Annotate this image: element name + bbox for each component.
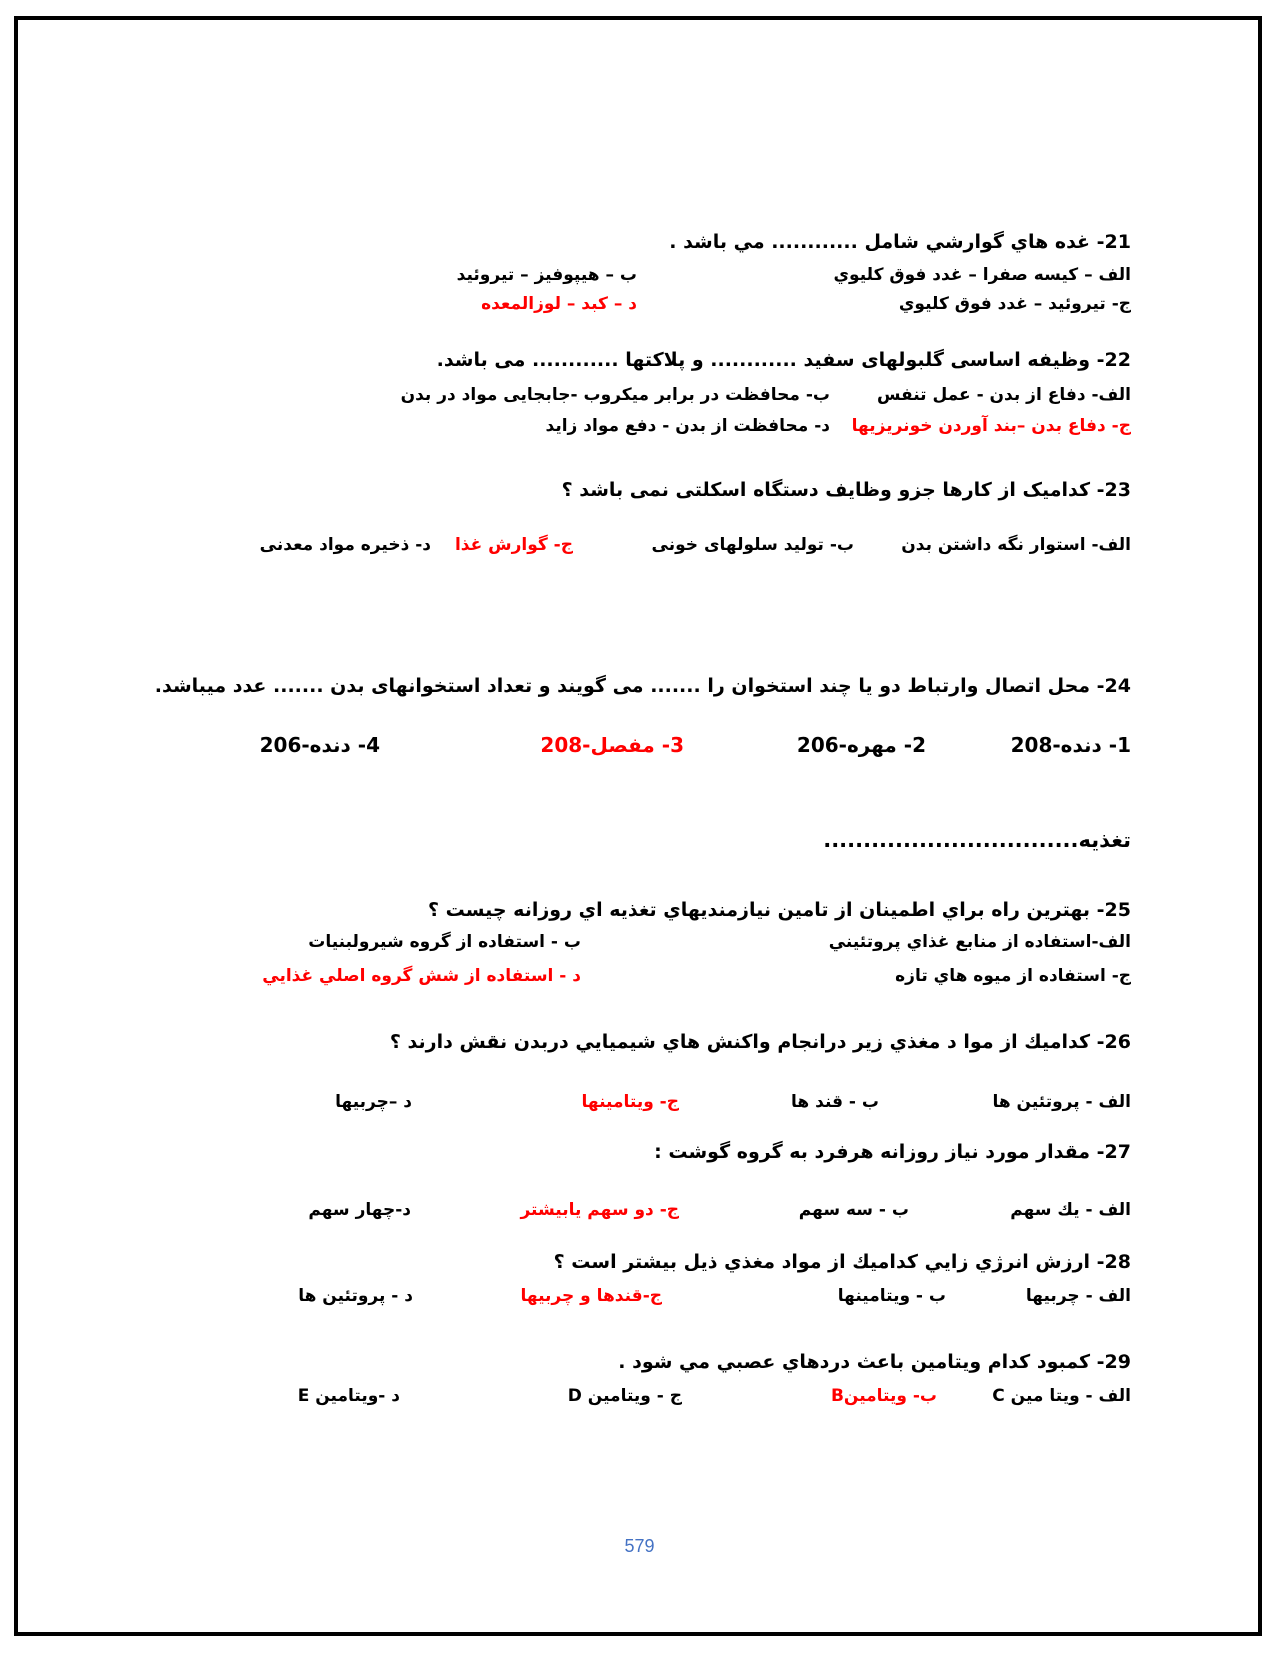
q26-option-b: ب - قند ها — [791, 1092, 879, 1112]
q24-option-4: 4- دنده-206 — [259, 733, 380, 757]
q26-option-d: د –چربيها — [335, 1092, 412, 1112]
q26-option-a: الف - پروتئين ها — [992, 1092, 1131, 1112]
question-23: 23- کدامیک از کارها جزو وظایف دستگاه اسکلتی نمی باشد ؟ — [561, 479, 1131, 501]
q23-option-b: ب- تولید سلولهای خونی — [651, 535, 854, 555]
q22-option-c: ج- دفاع بدن –بند آوردن خونریزیها — [851, 416, 1131, 436]
q24-option-3: 3- مفصل-208 — [540, 733, 684, 757]
q28-option-a: الف - چربيها — [1025, 1286, 1131, 1306]
q28-option-d: د - پروتئين ها — [298, 1286, 413, 1306]
q27-option-b: ب - سه سهم — [798, 1200, 909, 1220]
question-22: 22- وظیفه اساسی گلبولهای سفید ............ و پلاکتها ............ می باشد. — [436, 349, 1131, 371]
q22-option-d: د- محافظت از بدن - دفع مواد زاید — [545, 416, 830, 436]
q21-option-a: الف – كيسه صفرا – غدد فوق كليوي — [833, 265, 1131, 285]
q25-option-d: د - استفاده از شش گروه اصلي غذايي — [262, 966, 581, 986]
q28-option-c: ج-قندها و چربيها — [520, 1286, 662, 1306]
q25-option-a: الف-استفاده از منابع غذاي پروتئيني — [828, 932, 1131, 952]
section-heading-nutrition: تغذیه................................ — [823, 828, 1131, 852]
q23-option-d: د- ذخیره مواد معدنی — [259, 535, 431, 555]
q21-option-b: ب – هيپوفيز – تيروئيد — [456, 265, 637, 285]
question-28: 28- ارزش انرژي زايي كداميك از مواد مغذي ذيل بيشتر است ؟ — [553, 1251, 1131, 1273]
q24-option-2: 2- مهره-206 — [796, 733, 926, 757]
q29-option-b: ب- ويتامينB — [830, 1386, 937, 1406]
q21-option-d: د – كبد – لوزالمعده — [481, 294, 637, 314]
q27-option-c: ج- دو سهم يابيشتر — [520, 1200, 679, 1220]
question-21: 21- غده هاي گوارشي شامل ............ مي باشد . — [669, 231, 1131, 253]
q23-option-a: الف- استوار نگه داشتن بدن — [901, 535, 1131, 555]
q29-option-d: د -ويتامين E — [297, 1386, 400, 1406]
page-number: 579 — [624, 1536, 655, 1556]
q21-option-c: ج- تيروئيد – غدد فوق كليوي — [898, 294, 1131, 314]
q29-option-c: ج - ويتامين D — [567, 1386, 682, 1406]
q23-option-c: ج- گوارش غذا — [454, 535, 573, 555]
q28-option-b: ب - ويتامينها — [837, 1286, 946, 1306]
q29-option-a: الف - ويتا مين C — [992, 1386, 1131, 1406]
question-29: 29- كمبود كدام ويتامين باعث دردهاي عصبي مي شود . — [618, 1351, 1131, 1373]
q25-option-b: ب - استفاده از گروه شيرولبنيات — [308, 932, 581, 952]
q26-option-c: ج- ويتامينها — [581, 1092, 679, 1112]
question-27: 27- مقدار مورد نياز روزانه هرفرد به گروه گوشت : — [654, 1141, 1131, 1163]
question-25: 25- بهترين راه براي اطمينان از تامين نيازمنديهاي تغذيه اي روزانه چيست ؟ — [428, 899, 1131, 921]
q27-option-a: الف - يك سهم — [1010, 1200, 1131, 1220]
q25-option-c: ج- استفاده از ميوه هاي تازه — [895, 966, 1131, 986]
q24-option-1: 1- دنده-208 — [1010, 733, 1131, 757]
q27-option-d: د-چهار سهم — [308, 1200, 411, 1220]
question-26: 26- كداميك از موا د مغذي زير درانجام واكنش هاي شيميايي دربدن نقش دارند ؟ — [389, 1031, 1131, 1053]
question-24: 24- محل اتصال وارتباط دو یا چند استخوان را ....... می گویند و تعداد استخوانهای بدن ....... عدد میباشد. — [154, 675, 1131, 697]
q22-option-b: ب- محافظت در برابر میکروب -جابجایی مواد در بدن — [400, 385, 830, 405]
q22-option-a: الف- دفاع از بدن - عمل تنفس — [876, 385, 1131, 405]
